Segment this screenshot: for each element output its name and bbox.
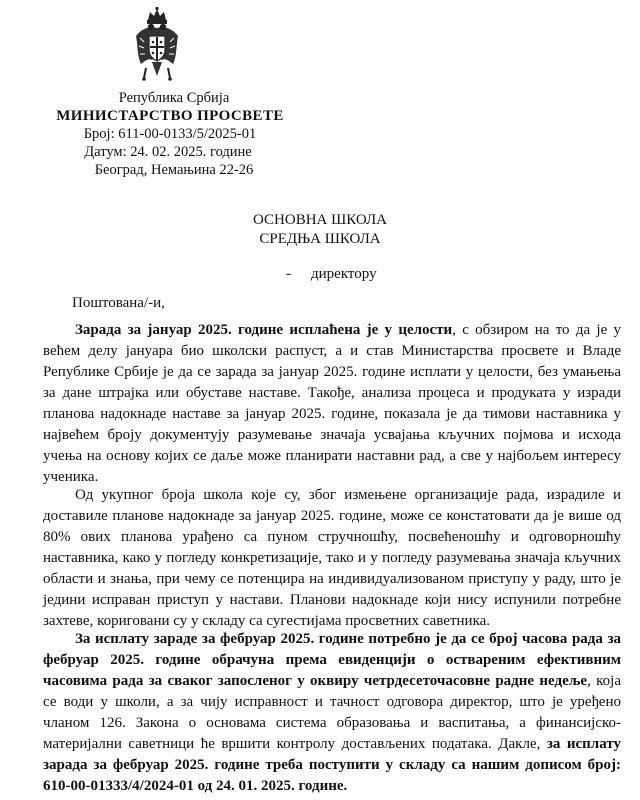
paragraph-3-text: , која се води у школи, а за чију исправност и тачност одговора директор, што је уређено чланом 126. Закона о основама система образовања и васпитања, а финансијско-материјални саветници ће вршити контролу достављених података. Дакле, [43,673,621,752]
document-date: Датум: 24. 02. 2025. године [84,144,252,160]
recipient-primary-school: ОСНОВНА ШКОЛА [253,212,387,228]
paragraph-catch-up-plans [43,485,621,632]
paragraph-1-text: , с обзиром на то да је у већем делу јануара био школски распуст, а и став Министарства просвете и Владе Републике Србије је да се зарада за јануар 2025. године исплати у целости, без умањења за дане штрајка или обуставе наставе. Такође, анализа процеса и продуката у изради планова надокнаде наставе за јануар 2025. године, показала је да тимови наставника у највећем броју документују разумевање значаја усвајања кључних појмова и исхода учења на основу којих се даље може планирати наставни рад, а све у најбољем интересу ученика. [43,322,621,485]
paragraph-3-bold-2: за исплату зарада за фебруар 2025. године треба поступити у складу са нашим дописом број: 610-00-01333/4/2024-01 од 24. 01. 2025. године. [43,736,621,794]
paragraph-february-salary [43,629,621,797]
paragraph-2-text: Од укупног броја школа које су, због измењене организације рада, израдиле и доставиле планове надокнаде за јануар 2025. године, може се констатовати да је више од 80% ових планова урађено са пуном стручношћу, посвећеношћу и одговорношћу наставника, како у погледу конкретизације, тако и у погледу разумевања значаја кључних области и знања, при чему се потенцира на индивидуализованом приступу у раду, што је једини исправан приступ у настави. Планови надокнаде који нису испунили потребне захтеве, кориговани су у складу са сугестијама просветних саветника. [43,487,621,629]
paragraph-january-salary [43,320,621,488]
serbia-coat-of-arms-icon [132,6,182,86]
greeting: Поштована/-и, [72,295,165,311]
republic-name: Република Србија [118,90,230,106]
document-number: Број: 611-00-0133/5/2025-01 [83,126,257,142]
ministry-name: МИНИСТАРСТВО ПРОСВЕТЕ [56,108,284,124]
paragraph-3-bold-1: За исплату зараде за фебруар 2025. године потребно је да се број часова рада за фебруар 2025. године обрачуна према евиденцији о оствареним ефективним часовима рада за сваког запосленог у оквиру четрдесеточасовне радне недеље [43,631,621,689]
ministry-address: Београд, Немањина 22-26 [94,162,254,178]
recipient-dash: - [286,266,291,282]
recipient-director: директору [311,266,377,282]
recipient-secondary-school: СРЕДЊА ШКОЛА [259,231,381,247]
paragraph-1-bold: Зарада за јануар 2025. године исплаћена је у целости [75,322,453,338]
